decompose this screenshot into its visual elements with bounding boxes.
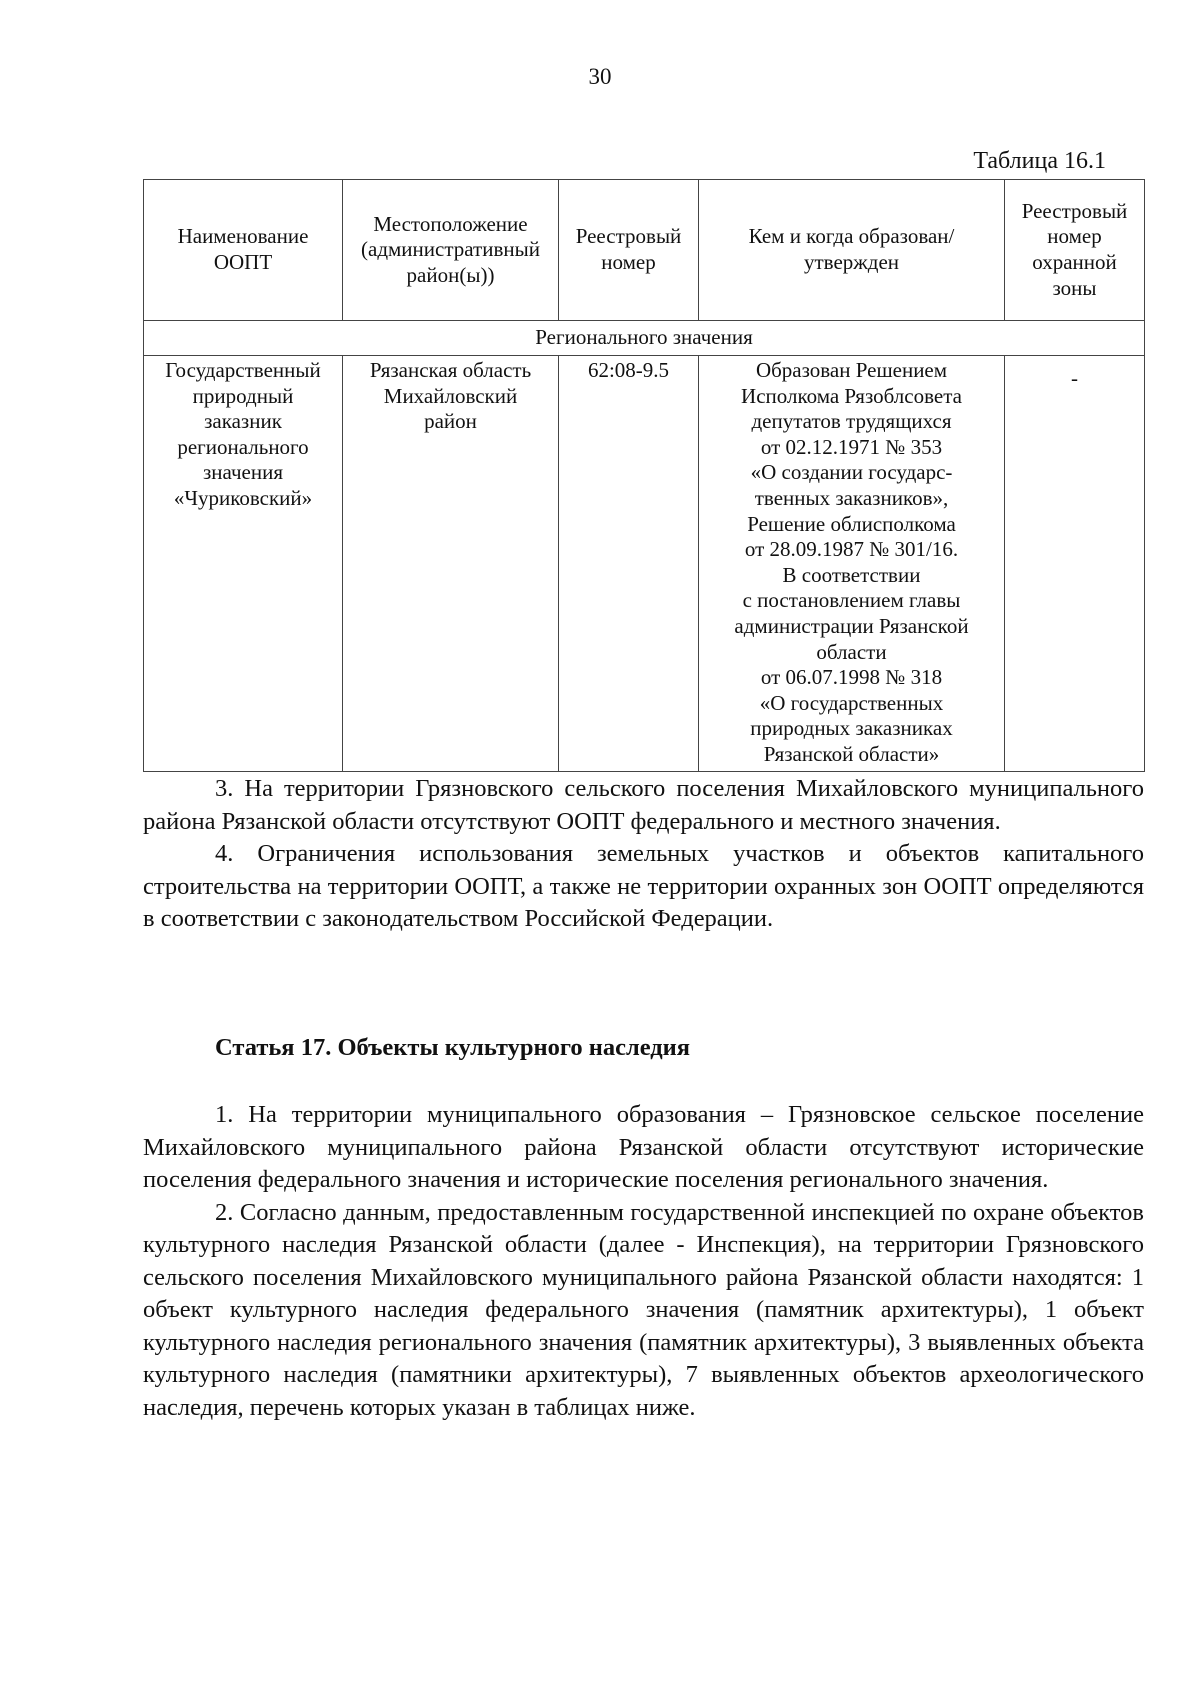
page-number: 30 [588, 64, 612, 89]
cell-established: Образован Решением Исполкома Рязоблсовета депутатов трудящихся от 02.12.1971 № 353 «О создании государс- твенных заказников», Решение облисполкома от 28.09.1987 № 301/16. В соответствии с постановлением главы администрации Рязанской области от 06.07.1998 № 318 «О государственных природных заказниках Рязанской области» [699, 356, 1005, 772]
header-registry: Реестровый номер [559, 180, 699, 321]
table-row [144, 356, 1145, 772]
header-established: Кем и когда образован/ утвержден [699, 180, 1005, 321]
table-header-row [144, 180, 1145, 321]
section-label: Регионального значения [144, 321, 1145, 356]
header-location: Местоположение (административный район(ы)) [343, 180, 559, 321]
cell-location: Рязанская область Михайловский район [343, 356, 559, 772]
table-section-row [144, 321, 1145, 356]
cell-zone-registry: - [1005, 356, 1145, 772]
paragraphs-block-a [143, 773, 1144, 936]
cell-registry: 62:08-9.5 [559, 356, 699, 772]
cell-name: Государственный природный заказник регионального значения «Чуриковский» [144, 356, 343, 772]
article-paragraph-1: 1. На территории муниципального образования – Грязновское сельское поселение Михайловского муниципального района Рязанской области отсутствуют исторические поселения федерального значения и исторические поселения регионального значения. [143, 1101, 1144, 1193]
table-caption: Таблица 16.1 [973, 148, 1106, 174]
article-heading: Статья 17. Объекты культурного наследия [215, 1034, 691, 1061]
paragraphs-block-b [143, 1099, 1144, 1424]
oopt-table [143, 179, 1145, 772]
header-name: Наименование ООПТ [144, 180, 343, 321]
header-zone-registry: Реестровый номер охранной зоны [1005, 180, 1145, 321]
paragraph-4: 4. Ограничения использования земельных участков и объектов капитального строительства на территории ООПТ, а также не территории охранных зон ООПТ определяются в соответствии с законодательством Российской Федерации. [143, 840, 1144, 932]
article-paragraph-2: 2. Согласно данным, предоставленным государственной инспекцией по охране объектов культурного наследия Рязанской области (далее - Инспекция), на территории Грязновского сельского поселения Михайловского муниципального района Рязанской области находятся: 1 объект культурного наследия федерального значения (памятник архитектуры), 1 объект культурного наследия регионального значения (памятник архитектуры), 3 выявленных объекта культурного наследия (памятники архитектуры), 7 выявленных объектов археологического наследия, перечень которых указан в таблицах ниже. [143, 1198, 1144, 1421]
paragraph-3: 3. На территории Грязновского сельского поселения Михайловского муниципального района Рязанской области отсутствуют ООПТ федерального и местного значения. [143, 775, 1144, 835]
